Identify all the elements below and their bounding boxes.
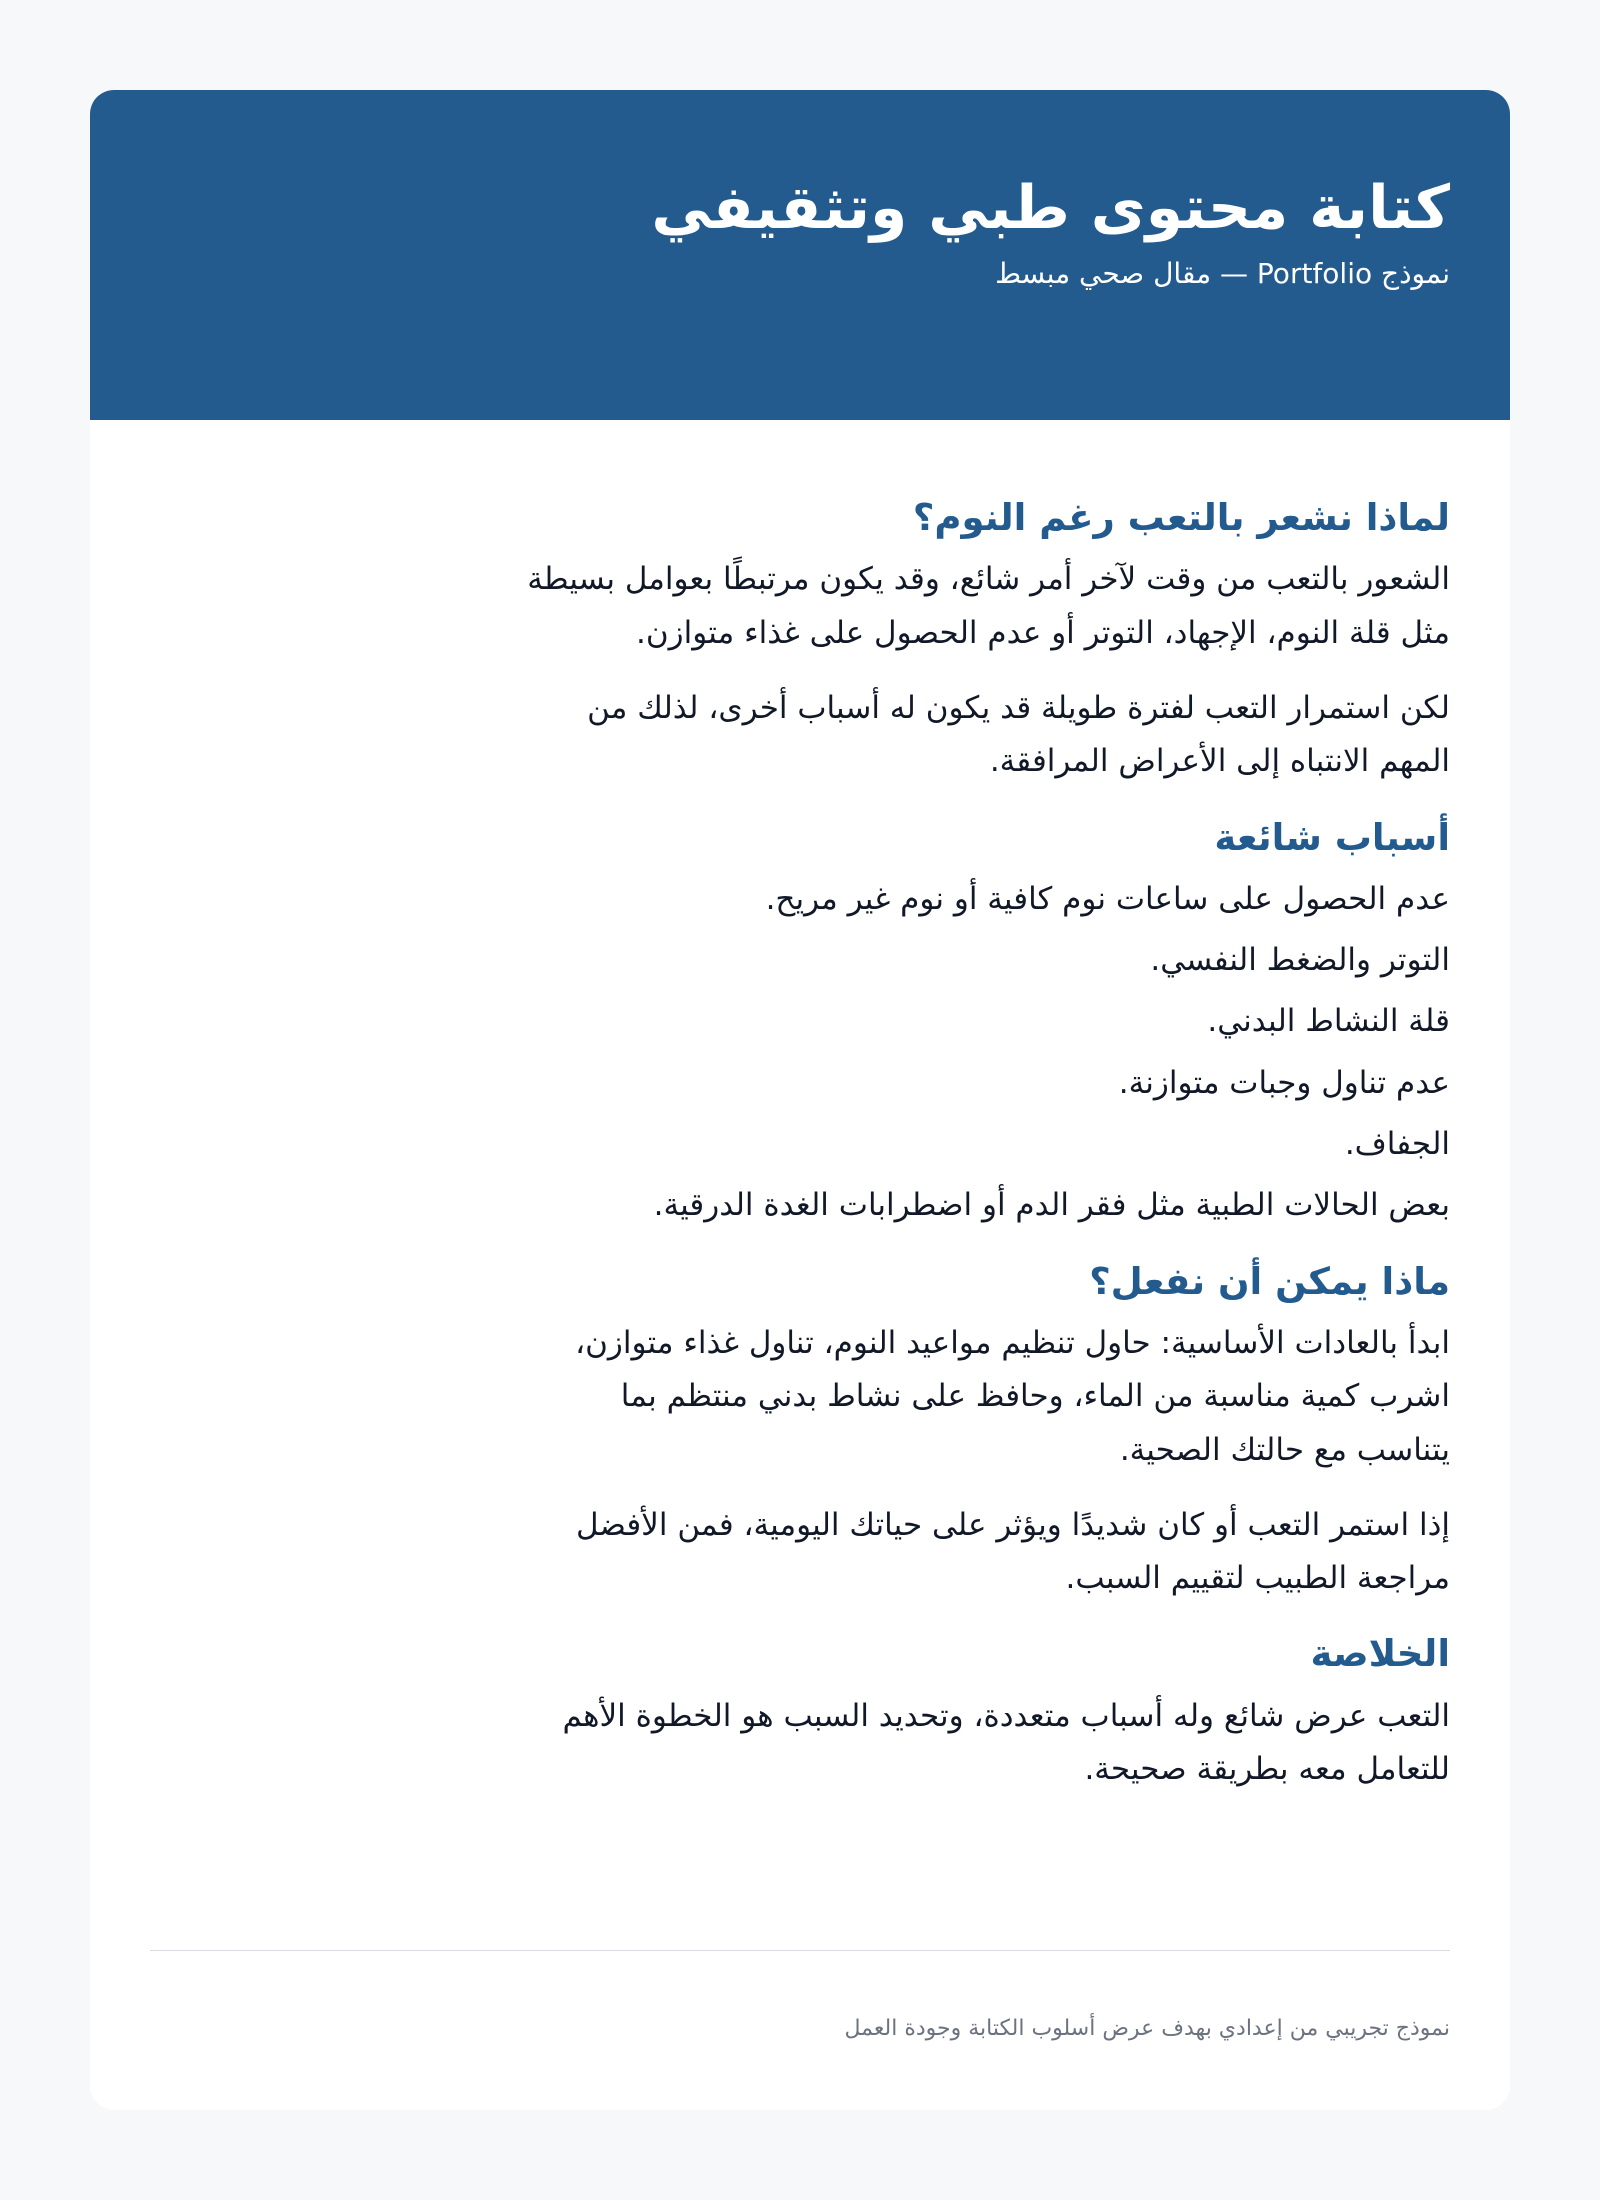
list-item: عدم الحصول على ساعات نوم كافية أو نوم غير مريح.	[765, 880, 1450, 917]
list-item: عدم تناول وجبات متوازنة.	[1118, 1064, 1450, 1101]
article-subtitle: نموذج Portfolio — مقال صحي مبسط	[995, 257, 1450, 290]
list-item: الجفاف.	[1344, 1126, 1450, 1162]
article-card	[90, 90, 1510, 2110]
footer-divider	[150, 1950, 1450, 1951]
section-title: ماذا يمكن أن نفعل؟	[1089, 1259, 1450, 1303]
article-content	[520, 495, 1450, 1945]
section-summary	[520, 1631, 1450, 1796]
list-item: التوتر والضغط النفسي.	[1150, 942, 1450, 979]
paragraph: ابدأ بالعادات الأساسية: حاول تنظيم مواعيد النوم، تناول غذاء متوازن، اشرب كمية مناسبة من الماء، وحافظ على نشاط بدني منتظم بما يتناسب مع حالتك الصحية.	[575, 1324, 1450, 1468]
paragraph: لكن استمرار التعب لفترة طويلة قد يكون له أسباب أخرى، لذلك من المهم الانتباه إلى الأعراض المرافقة.	[587, 689, 1450, 780]
paragraph: التعب عرض شائع وله أسباب متعددة، وتحديد السبب هو الخطوة الأهم للتعامل معه بطريقة صحيحة.	[562, 1697, 1450, 1787]
section-title: أسباب شائعة	[1214, 815, 1450, 859]
section-title: الخلاصة	[1310, 1632, 1450, 1676]
section-common-causes	[520, 815, 1450, 1233]
section-what-to-do	[520, 1259, 1450, 1606]
section-title: لماذا نشعر بالتعب رغم النوم؟	[912, 496, 1450, 539]
causes-list	[520, 873, 1450, 1233]
paragraph: الشعور بالتعب من وقت لآخر أمر شائع، وقد يكون مرتبطًا بعوامل بسيطة مثل قلة النوم، الإجهاد، التوتر أو عدم الحصول على غذاء متوازن.	[527, 561, 1450, 651]
article-title: كتابة محتوى طبي وتثقيفي	[651, 173, 1450, 243]
section-why-tired	[520, 495, 1450, 789]
list-item: بعض الحالات الطبية مثل فقر الدم أو اضطرابات الغدة الدرقية.	[653, 1187, 1450, 1224]
list-item: قلة النشاط البدني.	[1207, 1003, 1450, 1040]
article-header	[90, 90, 1510, 420]
paragraph: إذا استمر التعب أو كان شديدًا ويؤثر على حياتك اليومية، فمن الأفضل مراجعة الطبيب لتقييم السبب.	[576, 1506, 1450, 1597]
footer-note: نموذج تجريبي من إعدادي بهدف عرض أسلوب الكتابة وجودة العمل	[844, 2016, 1450, 2041]
